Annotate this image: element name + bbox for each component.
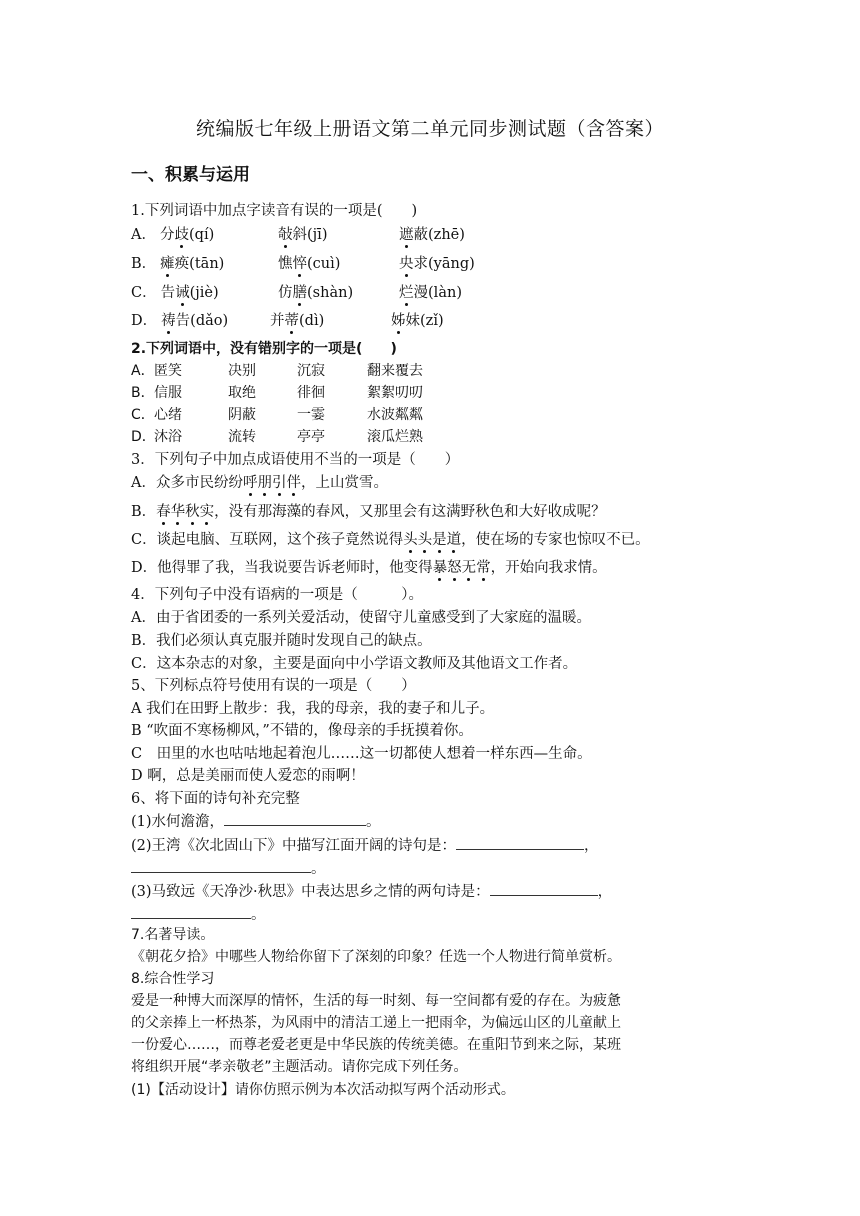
answer-blank[interactable] [131,858,311,873]
option-word: 烂漫(làn) [399,285,462,301]
option-word: 遮蔽(zhē) [399,227,465,243]
question-7-stem: 7.名著导读。 [131,927,215,943]
question-2-option-d: D． 沐浴 流转 亭亭 滚瓜烂熟 [131,429,423,445]
option-word: 并蒂(dì) [270,313,325,329]
question-3-option-c: C．谈起电脑、互联网，这个孩子竟然说得头头是道，使在场的专家也惊叹不已。 [131,532,650,548]
page-title: 统编版七年级上册语文第二单元同步测试题（含答案） [195,118,664,140]
question-4-stem: 4．下列句子中没有语病的一项是（ ）。 [131,587,423,603]
question-7-body: 《朝花夕拾》中哪些人物给你留下了深刻的印象？任选一个人物进行简单赏析。 [131,949,621,965]
question-1-option-a: A． 分歧(qí) 敧斜(jī) 遮蔽(zhē) [131,227,465,243]
question-4-option-b: B．我们必须认真克服并随时发现自己的缺点。 [131,633,432,649]
question-6-line-3: (3)马致远《天净沙·秋思》中表达思乡之情的两句诗是： ， [131,881,612,902]
answer-blank[interactable] [131,904,251,919]
question-5-option-a: A 我们在田野上散步：我，我的母亲，我的妻子和儿子。 [131,701,495,717]
question-3-stem: 3．下列句子中加点成语使用不当的一项是（ ） [131,452,460,468]
question-4-option-c: C．这本杂志的对象，主要是面向中小学语文教师及其他语文工作者。 [131,656,578,672]
question-3-option-a: A．众多市民纷纷呼朋引伴，上山赏雪。 [131,475,388,491]
option-word: 仿膳(shàn) [278,285,354,301]
question-6-line-2-cont: 。 [131,858,326,879]
question-2-stem: 2.下列词语中，没有错别字的一项是( ) [131,341,397,357]
question-6-line-2: (2)王湾《次北固山下》中描写江面开阔的诗句是： ， [131,835,599,856]
answer-blank[interactable] [490,881,598,896]
option-word: 祷告(dǎo) [161,313,229,329]
question-6-line-3-cont: 。 [131,904,266,925]
option-word: 敧斜(jī) [278,227,328,243]
answer-blank[interactable] [456,835,584,850]
question-8-para-line: 的父亲捧上一杯热茶，为风雨中的清洁工递上一把雨伞，为偏远山区的儿童献上 [131,1015,621,1031]
question-1-option-b: B． 瘫痪(tān) 憔悴(cuì) 央求(yāng) [131,256,475,272]
question-8-para-line: 爱是一种博大而深厚的情怀，生活的每一时刻、每一空间都有爱的存在。为疲惫 [131,993,621,1009]
dotted-idiom: 春华秋实 [156,504,215,520]
question-3-option-b: B．春华秋实，没有那海藻的春风，又那里会有这满野秋色和大好收成呢？ [131,504,606,520]
option-word: 央求(yāng) [399,256,475,272]
question-8-para-line: 将组织开展“孝亲敬老”主题活动。请你完成下列任务。 [131,1059,468,1075]
question-5-option-c: C 田里的水也咕咕地起着泡儿……这一切都使人想着一样东西—生命。 [131,746,592,762]
question-8-para-line: 一份爱心……，而尊老爱老更是中华民族的传统美德。在重阳节到来之际，某班 [131,1037,621,1053]
question-5-option-b: B “吹面不寒杨柳风，”不错的，像母亲的手抚摸着你。 [131,723,473,739]
option-word: 瘫痪(tān) [160,256,225,272]
dotted-idiom: 暴怒无常 [432,560,491,576]
question-8-task-1: (1)【活动设计】请你仿照示例为本次活动拟写两个活动形式。 [131,1082,515,1098]
question-2-option-a: A． 匿笑 决别 沉寂 翻来覆去 [131,363,423,379]
question-8-stem: 8.综合性学习 [131,971,215,987]
option-word: 告诫(jiè) [160,285,219,301]
question-1-option-c: C． 告诫(jiè) 仿膳(shàn) 烂漫(làn) [131,285,462,301]
question-3-option-d: D．他得罪了我，当我说要告诉老师时，他变得暴怒无常，开始向我求情。 [131,560,607,576]
dotted-idiom: 呼朋引伴 [242,475,301,491]
dotted-idiom: 头头是道 [403,532,462,548]
question-6-line-1: (1)水何澹澹， 。 [131,811,381,832]
question-5-stem: 5、下列标点符号使用有误的一项是（ ） [131,678,416,694]
question-4-option-a: A．由于省团委的一系列关爱活动，使留守儿童感受到了大家庭的温暖。 [131,610,591,626]
question-5-option-d: D 啊，总是美丽而使人爱恋的雨啊！ [131,768,365,784]
question-1-stem: 1.下列词语中加点字读音有误的一项是( ) [131,203,418,219]
option-word: 分歧(qí) [159,227,215,243]
section-heading: 一、积累与运用 [131,165,250,185]
answer-blank[interactable] [224,811,366,826]
option-word: 憔悴(cuì) [278,256,341,272]
question-2-option-b: B． 信服 取绝 徘徊 絮絮叨叨 [131,385,423,401]
question-2-option-c: C． 心绪 阴蔽 一霎 水波粼粼 [131,407,423,423]
question-6-stem: 6、将下面的诗句补充完整 [131,791,300,807]
option-word: 姊妹(zǐ) [391,313,444,329]
question-1-option-d: D． 祷告(dǎo) 并蒂(dì) 姊妹(zǐ) [131,313,444,329]
